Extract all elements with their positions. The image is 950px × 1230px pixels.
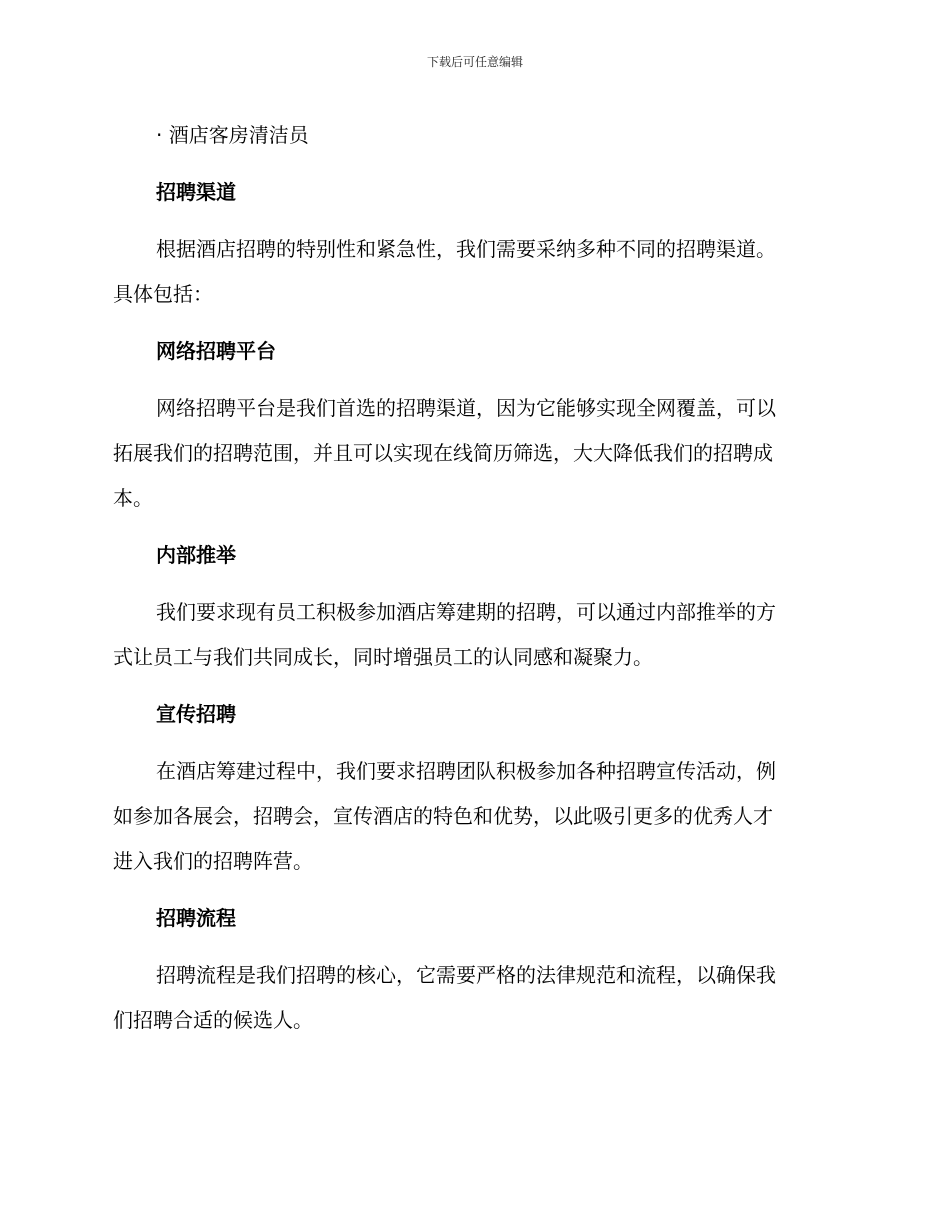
paragraph-line: 网络招聘平台是我们首选的招聘渠道，因为它能够实现全网覆盖，可以 [156, 396, 776, 420]
paragraph-line: 拓展我们的招聘范围，并且可以实现在线简历筛选，大大降低我们的招聘成 [113, 441, 773, 465]
paragraph-line: 我们要求现有员工积极参加酒店筹建期的招聘，可以通过内部推举的方 [156, 600, 776, 624]
paragraph-line: 具体包括： [113, 282, 213, 306]
paragraph-line: 在酒店筹建过程中，我们要求招聘团队积极参加各种招聘宣传活动，例 [156, 759, 776, 783]
paragraph-line: 根据酒店招聘的特别性和紧急性，我们需要采纳多种不同的招聘渠道。 [156, 237, 776, 261]
section-heading-online-platform: 网络招聘平台 [156, 339, 276, 363]
section-heading-channels: 招聘渠道 [156, 180, 236, 204]
paragraph-line: 招聘流程是我们招聘的核心，它需要严格的法律规范和流程，以确保我 [156, 963, 776, 987]
paragraph-line: 式让员工与我们共同成长，同时增强员工的认同感和凝聚力。 [113, 645, 653, 669]
paragraph-line: 本。 [113, 486, 153, 510]
section-heading-promotion: 宣传招聘 [156, 702, 236, 726]
paragraph-line: 如参加各展会，招聘会，宣传酒店的特色和优势，以此吸引更多的优秀人才 [113, 804, 773, 828]
section-heading-internal-referral: 内部推举 [156, 543, 236, 567]
page-header-note: 下载后可任意编辑 [426, 55, 523, 69]
paragraph-line: 进入我们的招聘阵营。 [113, 849, 313, 873]
document-body [113, 113, 833, 1043]
bullet-item: · 酒店客房清洁员 [156, 123, 309, 147]
paragraph-line: 们招聘合适的候选人。 [113, 1008, 313, 1032]
section-heading-process: 招聘流程 [156, 906, 236, 930]
